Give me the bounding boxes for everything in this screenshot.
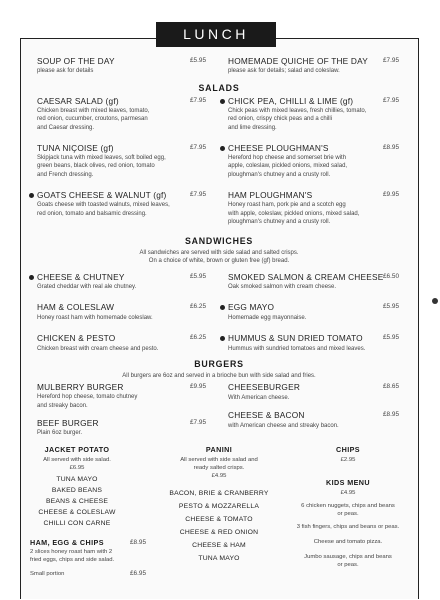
panini-item-4: CHEESE & RED ONION (179, 529, 259, 536)
ham-coleslaw-name: HAM & COLESLAW (37, 302, 115, 312)
jacket-item-1: TUNA MAYO (56, 476, 98, 483)
vegetarian-dot (29, 193, 34, 198)
ham-egg-chips-desc-2: fried eggs, chips and side salad. (30, 557, 115, 563)
panini-item-5: CHEESE & HAM (192, 542, 246, 549)
ham-coleslaw-desc: Honey roast ham with homemade coleslaw. (37, 315, 153, 321)
small-portion-label: Small portion (30, 571, 65, 577)
cheese-bacon-name: CHEESE & BACON (228, 410, 305, 420)
salads-heading: SALADS (198, 83, 240, 93)
kids-heading: KIDS MENU (326, 478, 370, 487)
nicoise-name: TUNA NIÇOISE (gf) (37, 143, 114, 153)
chickpea-desc-1: Chick peas with mixed leaves, fresh chillies, tomato, (228, 108, 367, 114)
ham-egg-chips-name: HAM, EGG & CHIPS (30, 538, 104, 547)
smoked-salmon-name: SMOKED SALMON & CREAM CHEESE (228, 272, 384, 282)
soup-desc: please ask for details (37, 68, 94, 74)
burgers-sub: All burgers are 6oz and served in a brioche bun with side salad and fries. (122, 373, 316, 379)
egg-mayo-desc: Homemade egg mayonnaise. (228, 315, 307, 321)
mulberry-burger-price: £9.95 (190, 383, 206, 390)
mulberry-burger-name: MULBERRY BURGER (37, 382, 124, 392)
chickpea-desc-2: red onion, crispy chick peas and a chilli (228, 116, 333, 122)
cheese-ploughman-name: CHEESE PLOUGHMAN'S (228, 143, 329, 153)
quiche-desc: please ask for details; salad and coleslaw. (228, 68, 340, 74)
goats-price: £7.95 (190, 191, 206, 198)
egg-mayo-price: £5.95 (383, 303, 399, 310)
panini-item-2: PESTO & MOZZARELLA (178, 503, 260, 510)
cheese-ploughman-desc-1: Hereford hop cheese and somerset brie with (228, 155, 347, 161)
cheeseburger-desc: With American cheese. (228, 395, 290, 401)
jacket-item-5: CHILLI CON CARNE (43, 520, 111, 527)
caesar-name: CAESAR SALAD (gf) (37, 96, 119, 106)
panini-heading: PANINI (205, 445, 233, 454)
cheese-chutney-price: £5.95 (190, 273, 206, 280)
vegan-dot (220, 336, 225, 341)
ham-coleslaw-price: £6.25 (190, 303, 206, 310)
hummus-desc: Hummus with sundried tomatoes and mixed leaves. (228, 346, 366, 352)
caesar-desc-2: red onion, cucumber, croutons, parmesan (37, 116, 148, 122)
quiche-name: HOMEMADE QUICHE OF THE DAY (228, 56, 368, 66)
ham-ploughman-price: £9.95 (383, 191, 399, 198)
nicoise-price: £7.95 (190, 144, 206, 151)
cheese-ploughman-desc-2: apple, coleslaw, pickled onions, mixed salad, (228, 163, 348, 169)
kids-price: £4.95 (340, 490, 356, 496)
cheeseburger-name: CHEESEBURGER (228, 382, 301, 392)
goats-desc-1: Goats cheese with toasted walnuts, mixed leaves, (37, 202, 170, 208)
beef-burger-name: BEEF BURGER (37, 418, 99, 428)
chickpea-desc-3: and lime dressing. (228, 125, 277, 131)
ham-egg-chips-desc-1: 2 slices honey roast ham with 2 (30, 549, 113, 555)
nicoise-desc-3: and French dressing. (37, 172, 94, 178)
kids-item-4a: Jumbo sausage, chips and beans (304, 554, 392, 560)
burgers-heading: BURGERS (194, 359, 244, 369)
chips-price: £2.95 (340, 457, 356, 463)
smoked-salmon-desc: Oak smoked salmon with cream cheese. (228, 284, 337, 290)
cheese-chutney-desc: Grated cheddar with real ale chutney. (37, 284, 137, 290)
menu-title: LUNCH (156, 22, 276, 47)
chicken-pesto-desc: Chicken breast with cream cheese and pesto. (37, 346, 159, 352)
caesar-price: £7.95 (190, 97, 206, 104)
cheeseburger-price: £8.65 (383, 383, 399, 390)
goats-desc-2: red onion, tomato and balsamic dressing. (37, 211, 147, 217)
ham-ploughman-name: HAM PLOUGHMAN'S (228, 190, 313, 200)
jacket-item-4: CHEESE & COLESLAW (38, 509, 116, 516)
caesar-desc-1: Chicken breast with mixed leaves, tomato, (37, 108, 150, 114)
cheese-bacon-desc: with American cheese and streaky bacon. (228, 423, 339, 429)
cheese-ploughman-price: £8.95 (383, 144, 399, 151)
panini-item-3: CHEESE & TOMATO (185, 516, 253, 523)
panini-sub-2: ready salted crisps. (193, 465, 245, 471)
ham-ploughman-desc-1: Honey roast ham, pork pie and a scotch egg (228, 202, 346, 208)
mulberry-burger-desc-1: Hereford hop cheese, tomato chutney (37, 394, 138, 400)
kids-item-4b: or peas. (337, 562, 359, 568)
panini-sub-1: All served with side salad and (180, 457, 258, 463)
sandwiches-sub-1: All sandwiches are served with side salad and salted crisps. (139, 250, 299, 256)
vegetarian-dot (220, 305, 225, 310)
jacket-sub: All served with side salad. (43, 457, 111, 463)
nicoise-desc-1: Skipjack tuna with mixed leaves, soft boiled egg, (37, 155, 166, 161)
vegetarian-dot (220, 146, 225, 151)
hummus-price: £5.95 (383, 334, 399, 341)
ham-egg-chips-price: £8.95 (130, 539, 146, 546)
small-portion-price: £6.95 (130, 570, 146, 577)
cheese-ploughman-desc-3: ploughman's chutney and a crusty roll. (228, 172, 331, 178)
egg-mayo-name: EGG MAYO (228, 302, 275, 312)
jacket-item-2: BAKED BEANS (51, 487, 103, 494)
panini-item-1: BACON, BRIE & CRANBERRY (169, 490, 269, 497)
hummus-name: HUMMUS & SUN DRIED TOMATO (228, 333, 363, 343)
cheese-chutney-name: CHEESE & CHUTNEY (37, 272, 125, 282)
sandwiches-sub-2: On a choice of white, brown or gluten free (gf) bread. (148, 258, 290, 264)
panini-price: £4.95 (211, 473, 227, 479)
goats-name: GOATS CHEESE & WALNUT (gf) (37, 190, 167, 200)
kids-item-3: Cheese and tomato pizza. (313, 539, 383, 545)
kids-item-1a: 6 chicken nuggets, chips and beans (301, 503, 395, 509)
chips-heading: CHIPS (336, 445, 360, 454)
soup-price: £5.95 (190, 57, 206, 64)
chickpea-price: £7.95 (383, 97, 399, 104)
sandwiches-heading: SANDWICHES (184, 236, 254, 246)
jacket-price: £6.95 (69, 465, 85, 471)
vegetarian-dot (29, 275, 34, 280)
chicken-pesto-name: CHICKEN & PESTO (37, 333, 116, 343)
beef-burger-desc: Plain 6oz burger. (37, 430, 83, 436)
panini-item-6: TUNA MAYO (198, 555, 240, 562)
chicken-pesto-price: £6.25 (190, 334, 206, 341)
scroll-indicator-dot (432, 298, 438, 304)
soup-name: SOUP OF THE DAY (37, 56, 115, 66)
ham-ploughman-desc-2: with apple, coleslaw, pickled onions, mixed salad, (228, 211, 360, 217)
quiche-price: £7.95 (383, 57, 399, 64)
smoked-salmon-price: £6.50 (383, 273, 399, 280)
beef-burger-price: £7.95 (190, 419, 206, 426)
kids-item-1b: or peas. (337, 511, 359, 517)
mulberry-burger-desc-2: and streaky bacon. (37, 403, 88, 409)
kids-item-2: 3 fish fingers, chips and beans or peas. (296, 524, 400, 530)
jacket-item-3: BEANS & CHEESE (45, 498, 109, 505)
vegan-dot (220, 99, 225, 104)
cheese-bacon-price: £8.95 (383, 411, 399, 418)
jacket-heading: JACKET POTATO (44, 445, 110, 454)
ham-ploughman-desc-3: ploughman's chutney and a crusty roll. (228, 219, 331, 225)
chickpea-name: CHICK PEA, CHILLI & LIME (gf) (228, 96, 354, 106)
caesar-desc-3: and Caesar dressing. (37, 125, 95, 131)
nicoise-desc-2: green beans, black olives, red onion, tomato (37, 163, 155, 169)
